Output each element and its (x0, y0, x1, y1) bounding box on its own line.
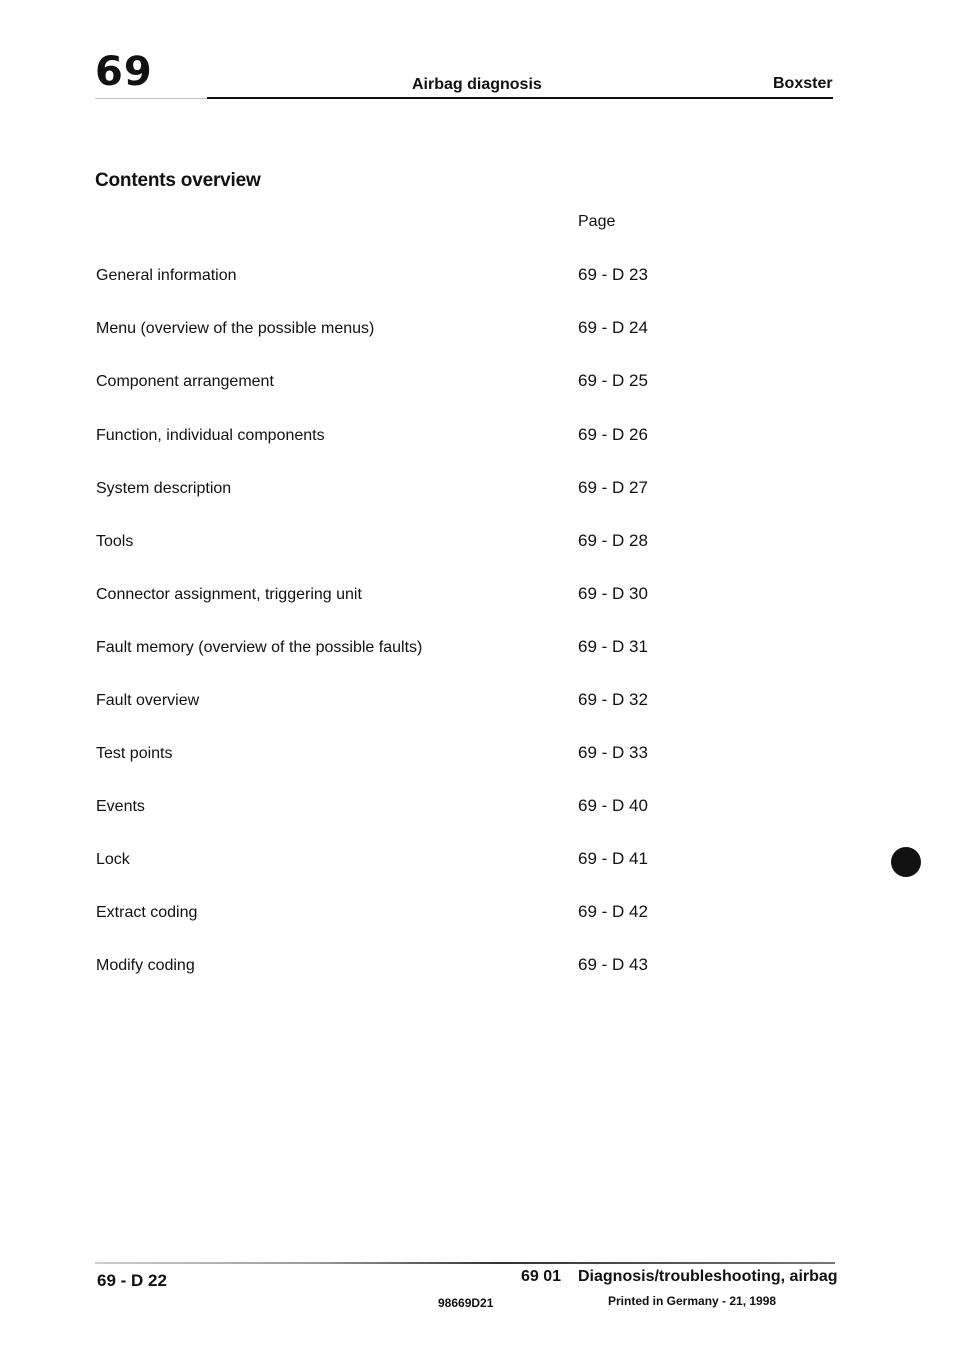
footer-page-number: 69 - D 22 (97, 1271, 167, 1290)
toc-entry-label: Events (96, 798, 145, 815)
header-rule (207, 97, 833, 99)
toc-entry[interactable] (0, 480, 960, 502)
toc-entry-page: 69 - D 41 (578, 849, 648, 868)
toc-entry-page: 69 - D 32 (578, 690, 648, 709)
toc-entry-label: Lock (96, 851, 130, 868)
toc-entry[interactable] (0, 586, 960, 608)
toc-entry-label: Modify coding (96, 957, 195, 974)
toc-entry-label: Test points (96, 745, 173, 762)
toc-entry-page: 69 - D 23 (578, 265, 648, 284)
toc-entry[interactable] (0, 798, 960, 820)
toc-entry-page: 69 - D 33 (578, 743, 648, 762)
toc-entry-label: Connector assignment, triggering unit (96, 586, 362, 603)
chapter-number: 69 (95, 49, 153, 95)
toc-entry-page: 69 - D 28 (578, 531, 648, 550)
footer-document-code: 98669D21 (438, 1296, 494, 1310)
toc-entry-label: Fault overview (96, 692, 200, 709)
toc-entry-page: 69 - D 42 (578, 902, 648, 921)
toc-entry-label: Tools (96, 533, 134, 550)
toc-entry-label: General information (96, 267, 237, 284)
toc-entry[interactable] (0, 957, 960, 979)
toc-entry-label: Menu (overview of the possible menus) (96, 320, 375, 337)
toc-entry-page: 69 - D 31 (578, 637, 648, 656)
footer-printed-note: Printed in Germany - 21, 1998 (608, 1294, 777, 1308)
contents-title: Contents overview (95, 170, 261, 191)
toc-entry[interactable] (0, 745, 960, 767)
page-column-label: Page (578, 213, 616, 230)
toc-entry-label: Fault memory (overview of the possible faults) (96, 639, 423, 656)
header-rule-fade (95, 98, 207, 99)
footer-rule (95, 1262, 835, 1264)
toc-entry[interactable] (0, 373, 960, 395)
toc-entry[interactable] (0, 267, 960, 289)
toc-entry-label: Extract coding (96, 904, 198, 921)
toc-entry-page: 69 - D 40 (578, 796, 648, 815)
footer-section-title: Diagnosis/troubleshooting, airbag (578, 1268, 838, 1285)
toc-entry[interactable] (0, 851, 960, 873)
toc-entry[interactable] (0, 904, 960, 926)
toc-entry-page: 69 - D 25 (578, 371, 648, 390)
toc-entry-page: 69 - D 26 (578, 425, 648, 444)
toc-entry[interactable] (0, 639, 960, 661)
toc-entry-page: 69 - D 24 (578, 318, 648, 337)
header-model: Boxster (773, 75, 833, 92)
toc-entry-label: Component arrangement (96, 373, 274, 390)
header-title: Airbag diagnosis (412, 76, 542, 93)
margin-marker-dot (891, 847, 921, 877)
footer-section-number: 69 01 (521, 1268, 562, 1285)
toc-entry-page: 69 - D 30 (578, 584, 648, 603)
toc-entry[interactable] (0, 692, 960, 714)
toc-entry-page: 69 - D 27 (578, 478, 648, 497)
toc-entry[interactable] (0, 320, 960, 342)
toc-entry[interactable] (0, 427, 960, 449)
toc-entry[interactable] (0, 533, 960, 555)
toc-entry-label: System description (96, 480, 232, 497)
toc-entry-page: 69 - D 43 (578, 955, 648, 974)
toc-entry-label: Function, individual components (96, 427, 325, 444)
